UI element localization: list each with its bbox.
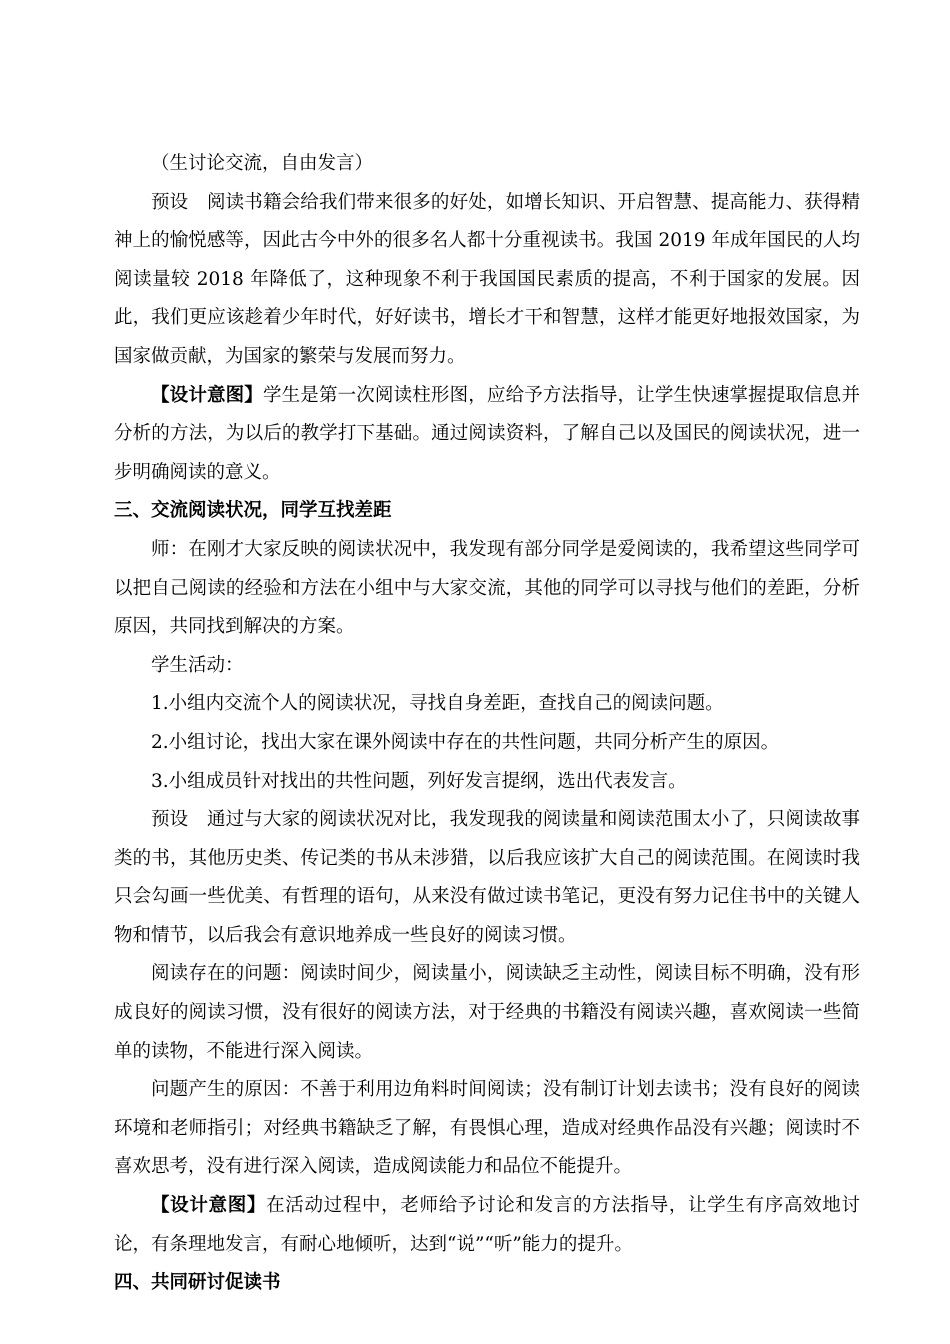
paragraph-design-intent-1 [114,377,860,493]
reading-problems-text: 阅读存在的问题：阅读时间少，阅读量小，阅读缺乏主动性，阅读目标不明确，没有形成良好的阅读习惯，没有很好的阅读方法，对于经典的书籍没有阅读兴趣，喜欢阅读一些简单的读物，不能进行深入阅读。 [114,963,860,1062]
paragraph-preset-2 [114,801,860,955]
document-body [114,145,860,1303]
design-intent-label: 【设计意图】 [151,1195,267,1217]
paragraph-preset-1 [114,184,860,377]
paragraph-reading-problems [114,955,860,1071]
list-item [114,685,860,724]
preset-label: 预设 [151,809,189,831]
section-heading-4: 四、共同研讨促读书 [114,1272,281,1294]
preset-text: 通过与大家的阅读状况对比，我发现我的阅读量和阅读范围太小了，只阅读故事类的书，其他历史类、传记类的书从未涉猎，以后我应该扩大自己的阅读范围。在阅读时我只会勾画一些优美、有哲理的语句，从来没有做过读书笔记，更没有努力记住书中的关键人物和情节，以后我会有意识地养成一些良好的阅读习惯。 [114,809,860,946]
list-item [114,763,860,802]
list-item-text: 2.小组讨论，找出大家在课外阅读中存在的共性问题，共同分析产生的原因。 [151,731,780,753]
discussion-note-text: （生讨论交流，自由发言） [151,153,374,174]
problem-causes-text: 问题产生的原因：不善于利用边角料时间阅读；没有制订计划去读书；没有良好的阅读环境和老师指引；对经典书籍缺乏了解，有畏惧心理，造成对经典作品没有兴趣；阅读时不喜欢思考，没有进行深入阅读，造成阅读能力和品位不能提升。 [114,1079,860,1178]
paragraph-student-activity [114,647,860,686]
preset-text: 阅读书籍会给我们带来很多的好处，如增长知识、开启智慧、提高能力、获得精神上的愉悦感等，因此古今中外的很多名人都十分重视读书。我国 2019 年成年国民的人均阅读量较 2018 年降低了，这种现象不利于我国国民素质的提高，不利于国家的发展。因此，我们更应该趁着少年时代，好好读书，增长才干和智慧，这样才能更好地报效国家，为国家做贡献，为国家的繁荣与发展而努力。 [114,191,860,367]
list-item-text: 3.小组成员针对找出的共性问题，列好发言提纲，选出代表发言。 [151,770,687,792]
paragraph-design-intent-2 [114,1187,860,1264]
list-item-text: 1.小组内交流个人的阅读状况，寻找自身差距，查找自己的阅读问题。 [151,693,724,715]
section-heading-3: 三、交流阅读状况，同学互找差距 [114,500,392,522]
preset-label: 预设 [151,191,189,213]
paragraph-discussion-note [114,145,860,184]
paragraph-teacher [114,531,860,647]
paragraph-problem-causes [114,1071,860,1187]
design-intent-label: 【设计意图】 [151,384,263,406]
design-intent-text: 在活动过程中，老师给予讨论和发言的方法指导，让学生有序高效地讨论，有条理地发言，有耐心地倾听，达到“说”“听”能力的提升。 [114,1195,860,1255]
student-activity-text: 学生活动： [151,654,244,676]
teacher-text: 师：在刚才大家反映的阅读状况中，我发现有部分同学是爱阅读的，我希望这些同学可以把自己阅读的经验和方法在小组中与大家交流，其他的同学可以寻找与他们的差距，分析原因，共同找到解决的方案。 [114,538,860,638]
design-intent-text: 学生是第一次阅读柱形图，应给予方法指导，让学生快速掌握提取信息并分析的方法，为以后的教学打下基础。通过阅读资料，了解自己以及国民的阅读状况，进一步明确阅读的意义。 [114,384,860,483]
list-item [114,724,860,763]
